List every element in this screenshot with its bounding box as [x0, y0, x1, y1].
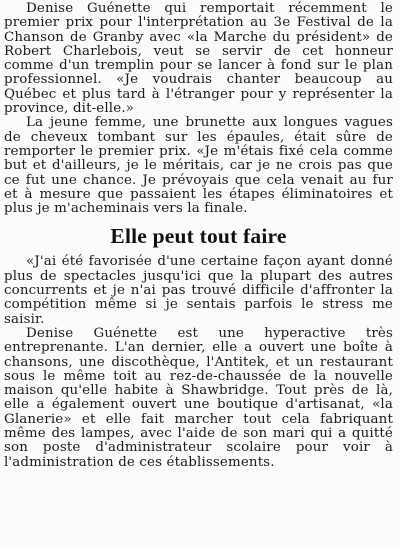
article-subheadline: Elle peut tout faire: [110, 224, 287, 249]
article-paragraph: La jeune femme, une brunette aux longues vagues de cheveux tombant sur les épaules, était sûre de remporter le premier prix. «Je m'étais fixé cela comme but et d'ailleurs, je le méritais, car je ne crois pas que ce fut une chance. Je prévoyais que cela venait au fur et à mesure que passaient les étapes éliminatoires et plus je m'acheminais vers la finale.: [4, 115, 393, 217]
article-paragraph: «J'ai été favorisée d'une certaine façon ayant donné plus de spectacles jusqu'ici que la plupart des autres concurrents et je n'ai pas trouvé difficile d'affronter la compétition même si je sentais parfois le stress me saisir.: [4, 254, 393, 327]
article-column: [4, 2, 393, 470]
article-paragraph: Denise Guénette est une hyperactive très entreprenante. L'an dernier, elle a ouvert une boîte à chansons, une discothèque, l'Antitek, et un restaurant sous le même toit au rez-de-chaussée de la nouvelle maison qu'elle habite à Shawbridge. Tout près de là, elle a également ouvert une boutique d'artisanat, «la Glanerie» et elle fait marcher tout cela fabriquant même des lampes, avec l'aide de son mari qui a quitté son poste d'administrateur scolaire pour voir à l'administration de ces établissements.: [4, 325, 393, 470]
article-paragraph: Denise Guénette qui remportait récemment le premier prix pour l'interprétation au 3e Festival de la Chanson de Granby avec «la Marche du président» de Robert Charlebois, veut se servir de cet honneur comme d'un tremplin pour se lancer à fond sur le plan professionnel. «Je voudrais chanter beaucoup au Québec et plus tard à l'étranger pour y représenter la province, dit-elle.»: [4, 1, 393, 117]
